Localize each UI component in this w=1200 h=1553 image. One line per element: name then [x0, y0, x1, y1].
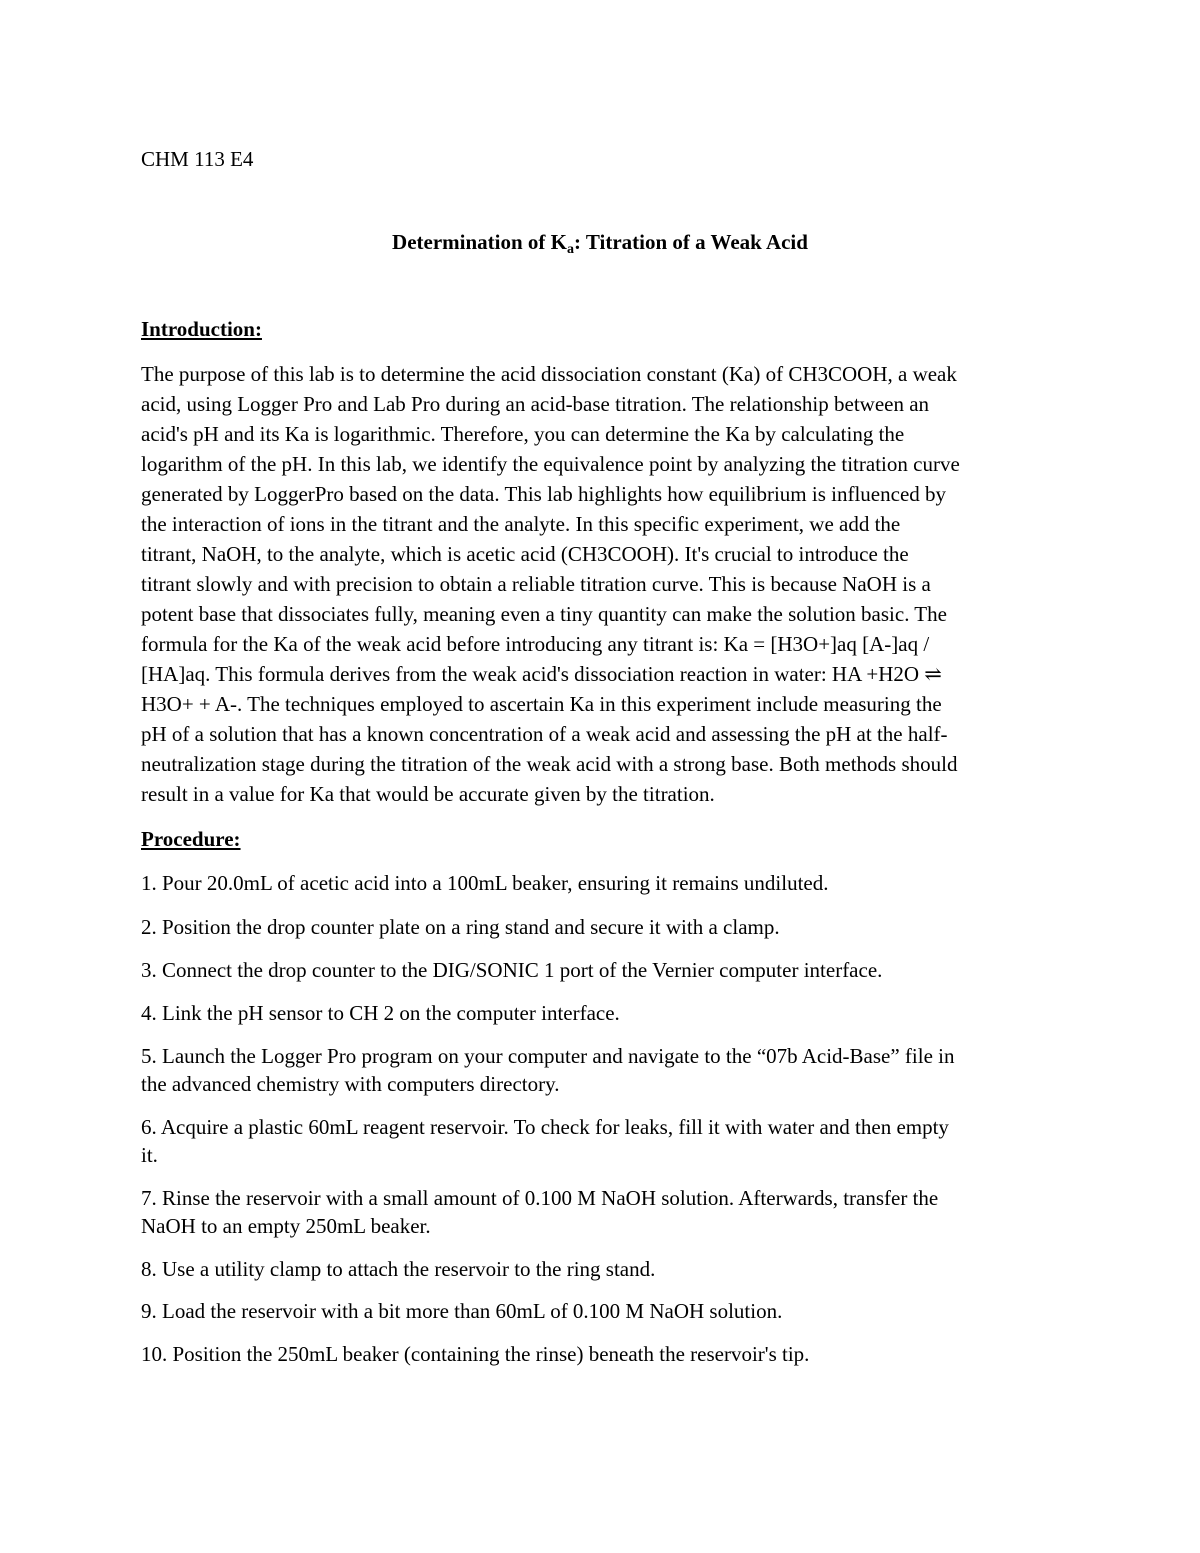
procedure-step	[141, 1340, 1066, 1368]
introduction-line: neutralization stage during the titration of the weak acid with a strong base. Both methods should	[141, 752, 958, 776]
introduction-line: acid's pH and its Ka is logarithmic. Therefore, you can determine the Ka by calculating the	[141, 422, 905, 446]
title-rest: : Titration of a Weak Acid	[574, 230, 808, 254]
procedure-step	[141, 1184, 1066, 1240]
procedure-heading: Procedure:	[141, 827, 241, 851]
introduction-line: the interaction of ions in the titrant and the analyte. In this specific experiment, we add the	[141, 512, 901, 536]
procedure-step	[141, 1113, 1066, 1169]
course-code: CHM 113 E4	[141, 147, 254, 171]
title-subscript: a	[567, 242, 574, 257]
step-line: NaOH to an empty 250mL beaker.	[141, 1214, 431, 1238]
step-line: 9. Load the reservoir with a bit more than 60mL of 0.100 M NaOH solution.	[141, 1299, 783, 1323]
introduction-line: acid, using Logger Pro and Lab Pro during an acid-base titration. The relationship between an	[141, 392, 930, 416]
introduction-heading: Introduction:	[141, 317, 262, 341]
introduction-line: The purpose of this lab is to determine the acid dissociation constant (Ka) of CH3COOH, a weak	[141, 362, 957, 386]
introduction-line: [HA]aq. This formula derives from the weak acid's dissociation reaction in water: HA +H2O ⇌	[141, 662, 942, 686]
step-line: 2. Position the drop counter plate on a ring stand and secure it with a clamp.	[141, 915, 780, 939]
introduction-line: titrant slowly and with precision to obtain a reliable titration curve. This is because NaOH is a	[141, 572, 931, 596]
step-line: 4. Link the pH sensor to CH 2 on the computer interface.	[141, 1001, 620, 1025]
procedure-step	[141, 1297, 1066, 1325]
procedure-step	[141, 1042, 1066, 1098]
document-title	[0, 229, 1200, 263]
procedure-step	[141, 956, 1066, 984]
procedure-step	[141, 1255, 1066, 1283]
title-main: Determination of K	[392, 230, 567, 254]
introduction-line: pH of a solution that has a known concentration of a weak acid and assessing the pH at the half-	[141, 722, 948, 746]
step-line: 5. Launch the Logger Pro program on your computer and navigate to the “07b Acid-Base” file in	[141, 1044, 955, 1068]
step-line: 6. Acquire a plastic 60mL reagent reservoir. To check for leaks, fill it with water and then empty	[141, 1115, 949, 1139]
step-line: 8. Use a utility clamp to attach the reservoir to the ring stand.	[141, 1257, 656, 1281]
introduction-paragraph	[141, 359, 1066, 809]
procedure-step	[141, 999, 1066, 1027]
introduction-line: titrant, NaOH, to the analyte, which is acetic acid (CH3COOH). It's crucial to introduce the	[141, 542, 909, 566]
introduction-line: H3O+ + A-. The techniques employed to ascertain Ka in this experiment include measuring the	[141, 692, 942, 716]
step-line: 10. Position the 250mL beaker (containing the rinse) beneath the reservoir's tip.	[141, 1342, 810, 1366]
introduction-line: generated by LoggerPro based on the data. This lab highlights how equilibrium is influenced by	[141, 482, 947, 506]
introduction-line: result in a value for Ka that would be accurate given by the titration.	[141, 782, 715, 806]
step-line: 7. Rinse the reservoir with a small amount of 0.100 M NaOH solution. Afterwards, transfer the	[141, 1186, 939, 1210]
procedure-step	[141, 869, 1066, 897]
step-line: it.	[141, 1143, 158, 1167]
step-line: 1. Pour 20.0mL of acetic acid into a 100mL beaker, ensuring it remains undiluted.	[141, 871, 829, 895]
step-line: 3. Connect the drop counter to the DIG/SONIC 1 port of the Vernier computer interface.	[141, 958, 883, 982]
introduction-line: potent base that dissociates fully, meaning even a tiny quantity can make the solution basic. The	[141, 602, 947, 626]
procedure-step	[141, 913, 1066, 941]
introduction-line: logarithm of the pH. In this lab, we identify the equivalence point by analyzing the titration curve	[141, 452, 960, 476]
introduction-line: formula for the Ka of the weak acid before introducing any titrant is: Ka = [H3O+]aq [A-]aq /	[141, 632, 930, 656]
step-line: the advanced chemistry with computers directory.	[141, 1072, 560, 1096]
